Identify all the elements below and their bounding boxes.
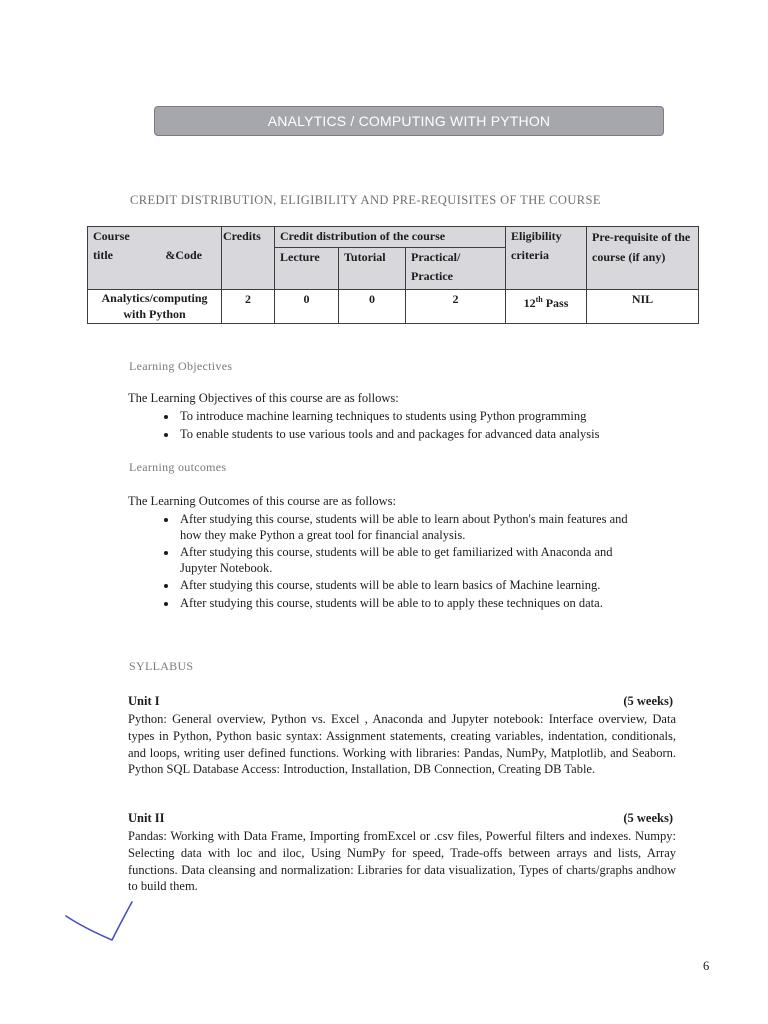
header-lecture: Lecture (275, 248, 339, 290)
header-tutorial: Tutorial (339, 248, 406, 290)
header-credit-distribution: Credit distribution of the course (275, 227, 506, 248)
cell-practical: 2 (406, 290, 506, 324)
unit-2-text: Pandas: Working with Data Frame, Importing fromExcel or .csv files, Powerful filters and indexes. Numpy: Selecting data with loc and iloc, Using NumPy for speed, Trade-offs between arrays and lists, Array functions. Data cleansing and normalization: Libraries for data visualization, Types of charts/graphs andhow to build them. (128, 829, 676, 894)
unit-1-duration: (5 weeks) (623, 694, 673, 708)
syllabus-caption: SYLLABUS (129, 659, 194, 673)
credit-section-title: CREDIT DISTRIBUTION, ELIGIBILITY AND PRE-REQUISITES OF THE COURSE (130, 193, 601, 207)
outcomes-intro: The Learning Outcomes of this course are as follows: (128, 494, 396, 508)
unit-1-text: Python: General overview, Python vs. Excel , Anaconda and Jupyter notebook: Interface overview, Data types in Python, Python basic syntax: Assignment statements, creating variables, indentation, conditionals, and loops, writing user defined functions. Working with libraries: Pandas, NumPy, Matplotlib, and Seaborn. Python SQL Database Access: Introduction, Installation, DB Connection, Creating DB Table. (128, 712, 676, 777)
page-number: 6 (703, 959, 710, 973)
checkmark-tick-icon (64, 896, 144, 946)
objectives-list (160, 409, 708, 444)
header-course (88, 227, 222, 290)
list-item: • After studying this course, students will be able to learn basics of Machine learning. (178, 578, 648, 594)
credit-distribution-table (87, 226, 699, 324)
list-item: • To enable students to use various tools and and packages for advanced data analysis (178, 427, 708, 443)
unit-2-heading (128, 811, 673, 826)
unit-2-title: Unit II (128, 811, 165, 825)
course-title-banner: ANALYTICS / COMPUTING WITH PYTHON (154, 106, 664, 136)
cell-course: Analytics/computing with Python (88, 290, 222, 324)
list-item: • To introduce machine learning techniques to students using Python programming (178, 409, 708, 425)
learning-objectives-caption: Learning Objectives (129, 359, 233, 373)
cell-lecture: 0 (275, 290, 339, 324)
header-course-line1: Course (93, 229, 130, 243)
list-item: • After studying this course, students will be able to to apply these techniques on data. (178, 596, 648, 612)
cell-prerequisite: NIL (587, 290, 699, 324)
list-item: • After studying this course, students will be able to learn about Python's main features and how they make Python a great tool for financial analysis. (178, 512, 648, 543)
eligibility-number: 12 (523, 296, 536, 310)
objectives-intro: The Learning Objectives of this course are as follows: (128, 391, 399, 405)
header-course-code: &Code (165, 248, 202, 262)
cell-tutorial: 0 (339, 290, 406, 324)
unit-2-duration: (5 weeks) (623, 811, 673, 825)
list-item: • After studying this course, students will be able to get familiarized with Anaconda and Jupyter Notebook. (178, 545, 648, 576)
learning-outcomes-caption: Learning outcomes (129, 460, 227, 474)
unit-1-heading (128, 694, 673, 709)
header-practical: Practical/ Practice (406, 248, 506, 290)
header-eligibility: Eligibility criteria (506, 227, 587, 290)
outcomes-list (160, 512, 648, 613)
eligibility-superscript: th (535, 295, 543, 304)
eligibility-text: Pass (542, 296, 569, 310)
header-prerequisite: Pre-requisite of the course (if any) (587, 227, 699, 290)
unit-1-title: Unit I (128, 694, 160, 708)
cell-eligibility (506, 290, 587, 324)
cell-credits: 2 (222, 290, 275, 324)
header-credits: Credits (222, 227, 275, 290)
header-course-title: title (93, 248, 113, 262)
